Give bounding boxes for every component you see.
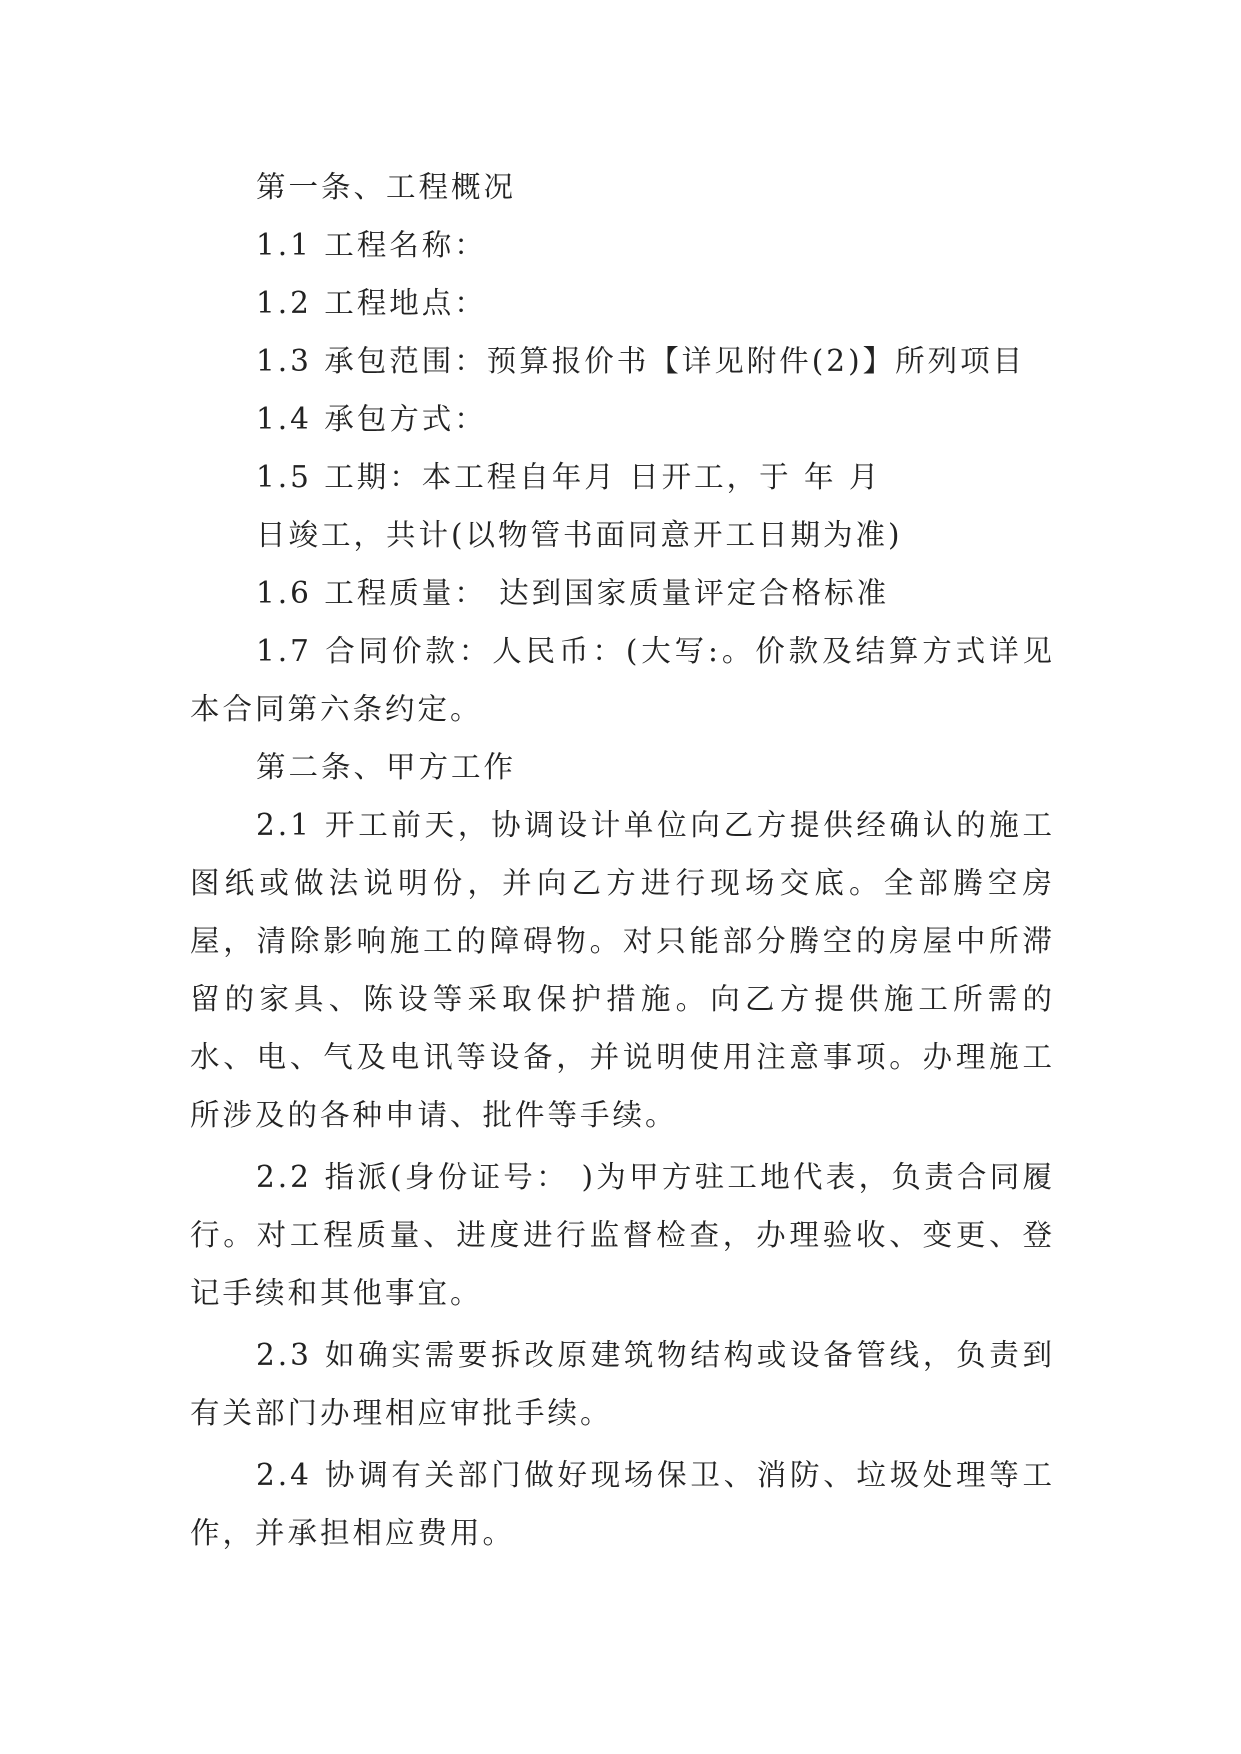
clause-1-6: 1.6 工程质量： 达到国家质量评定合格标准 [256, 576, 890, 610]
clause-1-5: 1.5 工期：本工程自年月 日开工，于 年 月 [256, 460, 882, 494]
clause-2-3: 2.3 如确实需要拆改原建筑物结构或设备管线，负责到有关部门办理相应审批手续。 [190, 1338, 1055, 1430]
document-body [190, 158, 1055, 1562]
clause-2-2: 2.2 指派(身份证号： )为甲方驻工地代表，负责合同履行。对工程质量、进度进行监督检查，办理验收、变更、登记手续和其他事宜。 [190, 1160, 1055, 1310]
clause-1-3: 1.3 承包范围：预算报价书【详见附件(2)】所列项目 [256, 344, 1026, 378]
section-heading-2: 第二条、甲方工作 [256, 750, 517, 784]
clause-1-2: 1.2 工程地点： [256, 286, 487, 320]
clause-1-1: 1.1 工程名称： [256, 228, 487, 262]
section-heading-1: 第一条、工程概况 [256, 170, 517, 204]
clause-1-7: 1.7 合同价款：人民币：(大写:。价款及结算方式详见本合同第六条约定。 [190, 634, 1055, 726]
clause-2-4: 2.4 协调有关部门做好现场保卫、消防、垃圾处理等工作，并承担相应费用。 [190, 1458, 1055, 1550]
clause-1-4: 1.4 承包方式： [256, 402, 487, 436]
clause-1-5-continued: 日竣工，共计(以物管书面同意开工日期为准) [256, 518, 903, 552]
clause-2-1: 2.1 开工前天，协调设计单位向乙方提供经确认的施工图纸或做法说明份，并向乙方进行现场交底。全部腾空房屋，清除影响施工的障碍物。对只能部分腾空的房屋中所滞留的家具、陈设等采取保护措施。向乙方提供施工所需的水、电、气及电讯等设备，并说明使用注意事项。办理施工所涉及的各种申请、批件等手续。 [190, 808, 1055, 1132]
